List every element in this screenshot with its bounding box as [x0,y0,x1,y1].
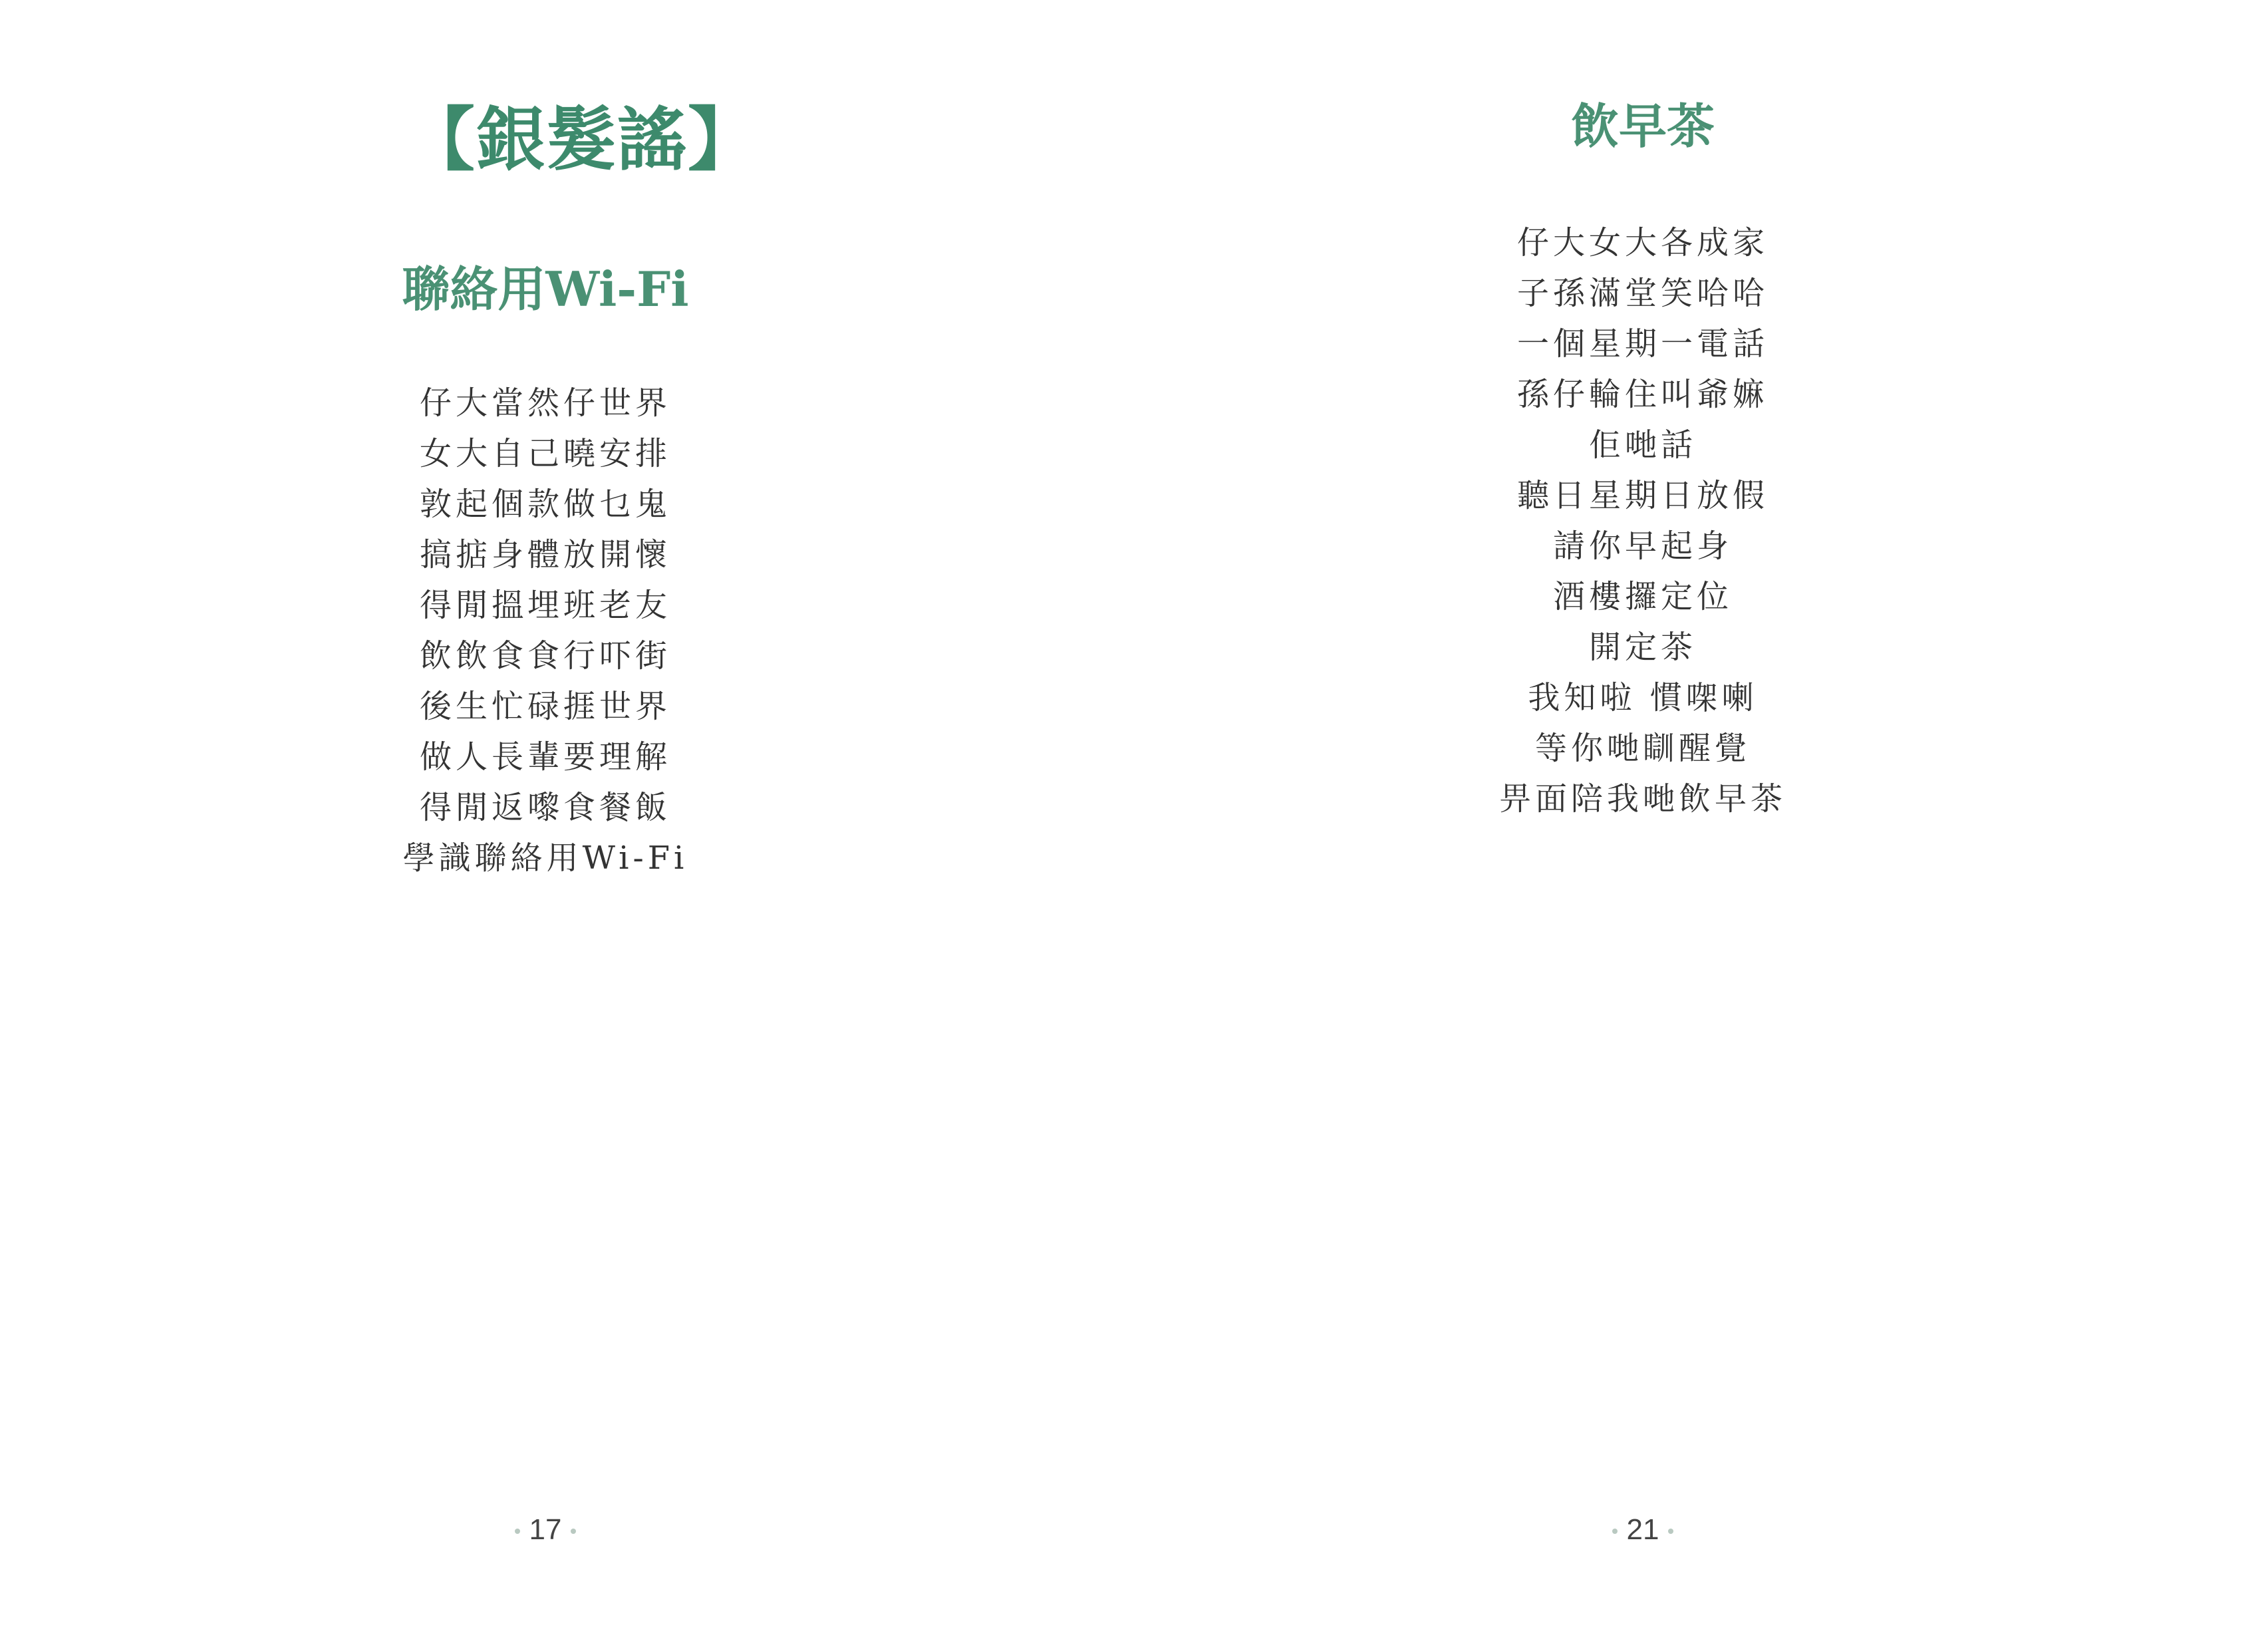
poem-line: 孫仔輪住叫爺嫲 [1516,376,1769,413]
poem-line: 等你哋瞓醒覺 [1534,730,1751,767]
poem-line: 後生忙碌捱世界 [419,688,671,725]
page-number-dot [1668,1529,1673,1534]
poem-line: 搞掂身體放開懷 [419,536,671,573]
poem-line: 得閒返嚟食餐飯 [419,789,671,826]
poem-line: 請你早起身 [1552,527,1733,565]
page-number-text: 17 [529,1513,562,1546]
right-page [1134,0,2268,1637]
poem-left [372,378,718,883]
poem-line: 女大自己曉安排 [419,435,671,472]
poem-line: 做人長輩要理解 [419,738,671,776]
poem-title-left: 聯絡用Wi-Fi [402,261,689,317]
page-number-dot [571,1529,576,1534]
poem-line: 敦起個款做乜鬼 [419,486,671,523]
series-title: 【銀髮謠】 [406,98,759,180]
page-number-dot [515,1529,520,1534]
page-number-left [479,1510,612,1550]
page-number-text: 21 [1626,1513,1659,1546]
poem-line: 學識聯絡用Wi-Fi [402,839,688,877]
poem-line: 得閒搵埋班老友 [419,587,671,624]
poem-line: 聽日星期日放假 [1516,477,1769,514]
poem-right [1480,218,1806,824]
poem-line: 一個星期一電話 [1516,325,1769,363]
poem-line: 我知啦 慣㗎喇 [1528,679,1758,716]
poem-line: 子孫滿堂笑哈哈 [1516,275,1769,312]
poem-line: 仔大女大各成家 [1516,224,1769,261]
poem-line: 酒樓攞定位 [1552,578,1733,615]
page-number-right [1576,1510,1709,1550]
poem-line: 畀面陪我哋飲早茶 [1498,780,1786,818]
page-number-dot [1612,1529,1618,1534]
poem-line: 飲飲食食行吓街 [419,637,671,674]
poem-line: 佢哋話 [1588,426,1697,464]
poem-line: 仔大當然仔世界 [419,384,671,422]
poem-line: 開定茶 [1588,629,1697,666]
poem-title-right: 飲早茶 [1570,98,1715,154]
